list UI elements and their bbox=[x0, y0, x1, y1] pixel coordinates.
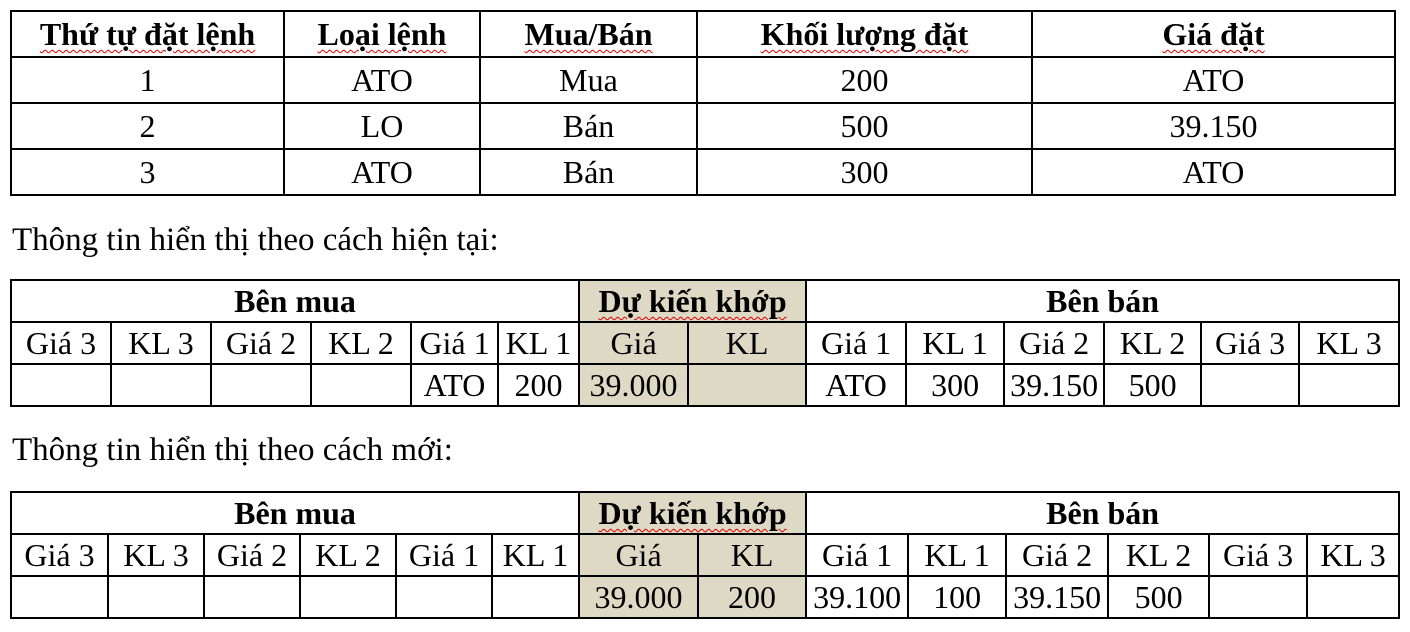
table-cell: Mua bbox=[480, 57, 697, 103]
table-cell bbox=[688, 364, 806, 406]
column-header: KL 2 bbox=[1108, 534, 1209, 576]
new-display-table bbox=[10, 491, 1400, 619]
column-header: Giá 2 bbox=[1004, 322, 1104, 364]
table-cell: ATO bbox=[1032, 149, 1395, 195]
current-display-table bbox=[10, 279, 1400, 407]
table-cell: 1 bbox=[11, 57, 284, 103]
table-cell: ATO bbox=[1032, 57, 1395, 103]
orders-table bbox=[10, 10, 1396, 196]
buy-side-header: Bên mua bbox=[11, 280, 579, 322]
column-header: KL 1 bbox=[906, 322, 1004, 364]
table-cell: 2 bbox=[11, 103, 284, 149]
table-cell: 39.150 bbox=[1032, 103, 1395, 149]
new-display-label: Thông tin hiển thị theo cách mới: bbox=[12, 432, 453, 468]
table-cell bbox=[311, 364, 411, 406]
sub-header-row bbox=[11, 322, 1399, 364]
table-cell: 39.150 bbox=[1004, 364, 1104, 406]
table-cell bbox=[108, 576, 204, 618]
column-header: Giá 1 bbox=[806, 322, 906, 364]
table-cell: 500 bbox=[1108, 576, 1209, 618]
table-cell bbox=[11, 364, 111, 406]
table-cell: ATO bbox=[806, 364, 906, 406]
table-cell bbox=[1201, 364, 1299, 406]
column-header: Giá 2 bbox=[1006, 534, 1108, 576]
table-cell: 200 bbox=[697, 57, 1032, 103]
table-cell bbox=[11, 576, 108, 618]
table-cell bbox=[204, 576, 300, 618]
column-header: KL bbox=[688, 322, 806, 364]
header-text: Dự kiến khớp bbox=[598, 283, 787, 319]
column-header: Giá 3 bbox=[11, 322, 111, 364]
expected-match-header bbox=[579, 492, 806, 534]
group-header-row bbox=[11, 492, 1399, 534]
column-header: KL 3 bbox=[1299, 322, 1399, 364]
column-header: Giá 3 bbox=[1201, 322, 1299, 364]
table-cell: 300 bbox=[906, 364, 1004, 406]
column-header bbox=[284, 11, 480, 57]
header-text: Khối lượng đặt bbox=[760, 16, 969, 52]
table-cell: LO bbox=[284, 103, 480, 149]
column-header: KL 2 bbox=[300, 534, 396, 576]
current-display-label: Thông tin hiển thị theo cách hiện tại: bbox=[12, 222, 499, 258]
table-cell bbox=[396, 576, 492, 618]
column-header: KL 2 bbox=[311, 322, 411, 364]
header-row bbox=[11, 11, 1395, 57]
sub-header-row bbox=[11, 534, 1399, 576]
table-cell bbox=[1209, 576, 1307, 618]
table-cell bbox=[1299, 364, 1399, 406]
column-header: KL bbox=[698, 534, 806, 576]
table-cell: Bán bbox=[480, 103, 697, 149]
header-text: Thứ tự đặt lệnh bbox=[39, 16, 256, 52]
table-cell: ATO bbox=[411, 364, 498, 406]
header-text: Mua/Bán bbox=[524, 16, 653, 52]
column-header bbox=[697, 11, 1032, 57]
column-header bbox=[480, 11, 697, 57]
table-row bbox=[11, 149, 1395, 195]
table-cell: 3 bbox=[11, 149, 284, 195]
table-row bbox=[11, 57, 1395, 103]
column-header: Giá bbox=[579, 534, 698, 576]
header-text: Loại lệnh bbox=[317, 16, 447, 52]
table-cell: 39.100 bbox=[806, 576, 908, 618]
expected-match-header bbox=[579, 280, 806, 322]
column-header: Giá 1 bbox=[411, 322, 498, 364]
table-row bbox=[11, 576, 1399, 618]
column-header: Giá 2 bbox=[211, 322, 311, 364]
table-cell bbox=[492, 576, 579, 618]
column-header: KL 1 bbox=[498, 322, 579, 364]
column-header: KL 3 bbox=[1307, 534, 1399, 576]
column-header: KL 1 bbox=[492, 534, 579, 576]
column-header: KL 2 bbox=[1104, 322, 1201, 364]
table-cell: 500 bbox=[697, 103, 1032, 149]
table-cell: 39.000 bbox=[579, 576, 698, 618]
table-cell: 39.150 bbox=[1006, 576, 1108, 618]
table-cell: Bán bbox=[480, 149, 697, 195]
column-header: KL 3 bbox=[111, 322, 211, 364]
column-header: Giá 3 bbox=[11, 534, 108, 576]
column-header: Giá 3 bbox=[1209, 534, 1307, 576]
header-text: Dự kiến khớp bbox=[598, 495, 787, 531]
table-cell: 200 bbox=[698, 576, 806, 618]
column-header: Giá 1 bbox=[396, 534, 492, 576]
column-header bbox=[11, 11, 284, 57]
table-cell: 500 bbox=[1104, 364, 1201, 406]
group-header-row bbox=[11, 280, 1399, 322]
sell-side-header: Bên bán bbox=[806, 492, 1399, 534]
buy-side-header: Bên mua bbox=[11, 492, 579, 534]
table-cell bbox=[1307, 576, 1399, 618]
table-cell bbox=[111, 364, 211, 406]
column-header: Giá 1 bbox=[806, 534, 908, 576]
table-cell: 39.000 bbox=[579, 364, 688, 406]
table-cell: 200 bbox=[498, 364, 579, 406]
table-cell: 300 bbox=[697, 149, 1032, 195]
table-cell bbox=[300, 576, 396, 618]
column-header bbox=[1032, 11, 1395, 57]
table-row bbox=[11, 364, 1399, 406]
table-cell: 100 bbox=[908, 576, 1006, 618]
table-row bbox=[11, 103, 1395, 149]
table-cell: ATO bbox=[284, 57, 480, 103]
column-header: Giá 2 bbox=[204, 534, 300, 576]
table-cell: ATO bbox=[284, 149, 480, 195]
header-text: Giá đặt bbox=[1162, 16, 1265, 52]
sell-side-header: Bên bán bbox=[806, 280, 1399, 322]
column-header: KL 3 bbox=[108, 534, 204, 576]
table-cell bbox=[211, 364, 311, 406]
column-header: KL 1 bbox=[908, 534, 1006, 576]
column-header: Giá bbox=[579, 322, 688, 364]
